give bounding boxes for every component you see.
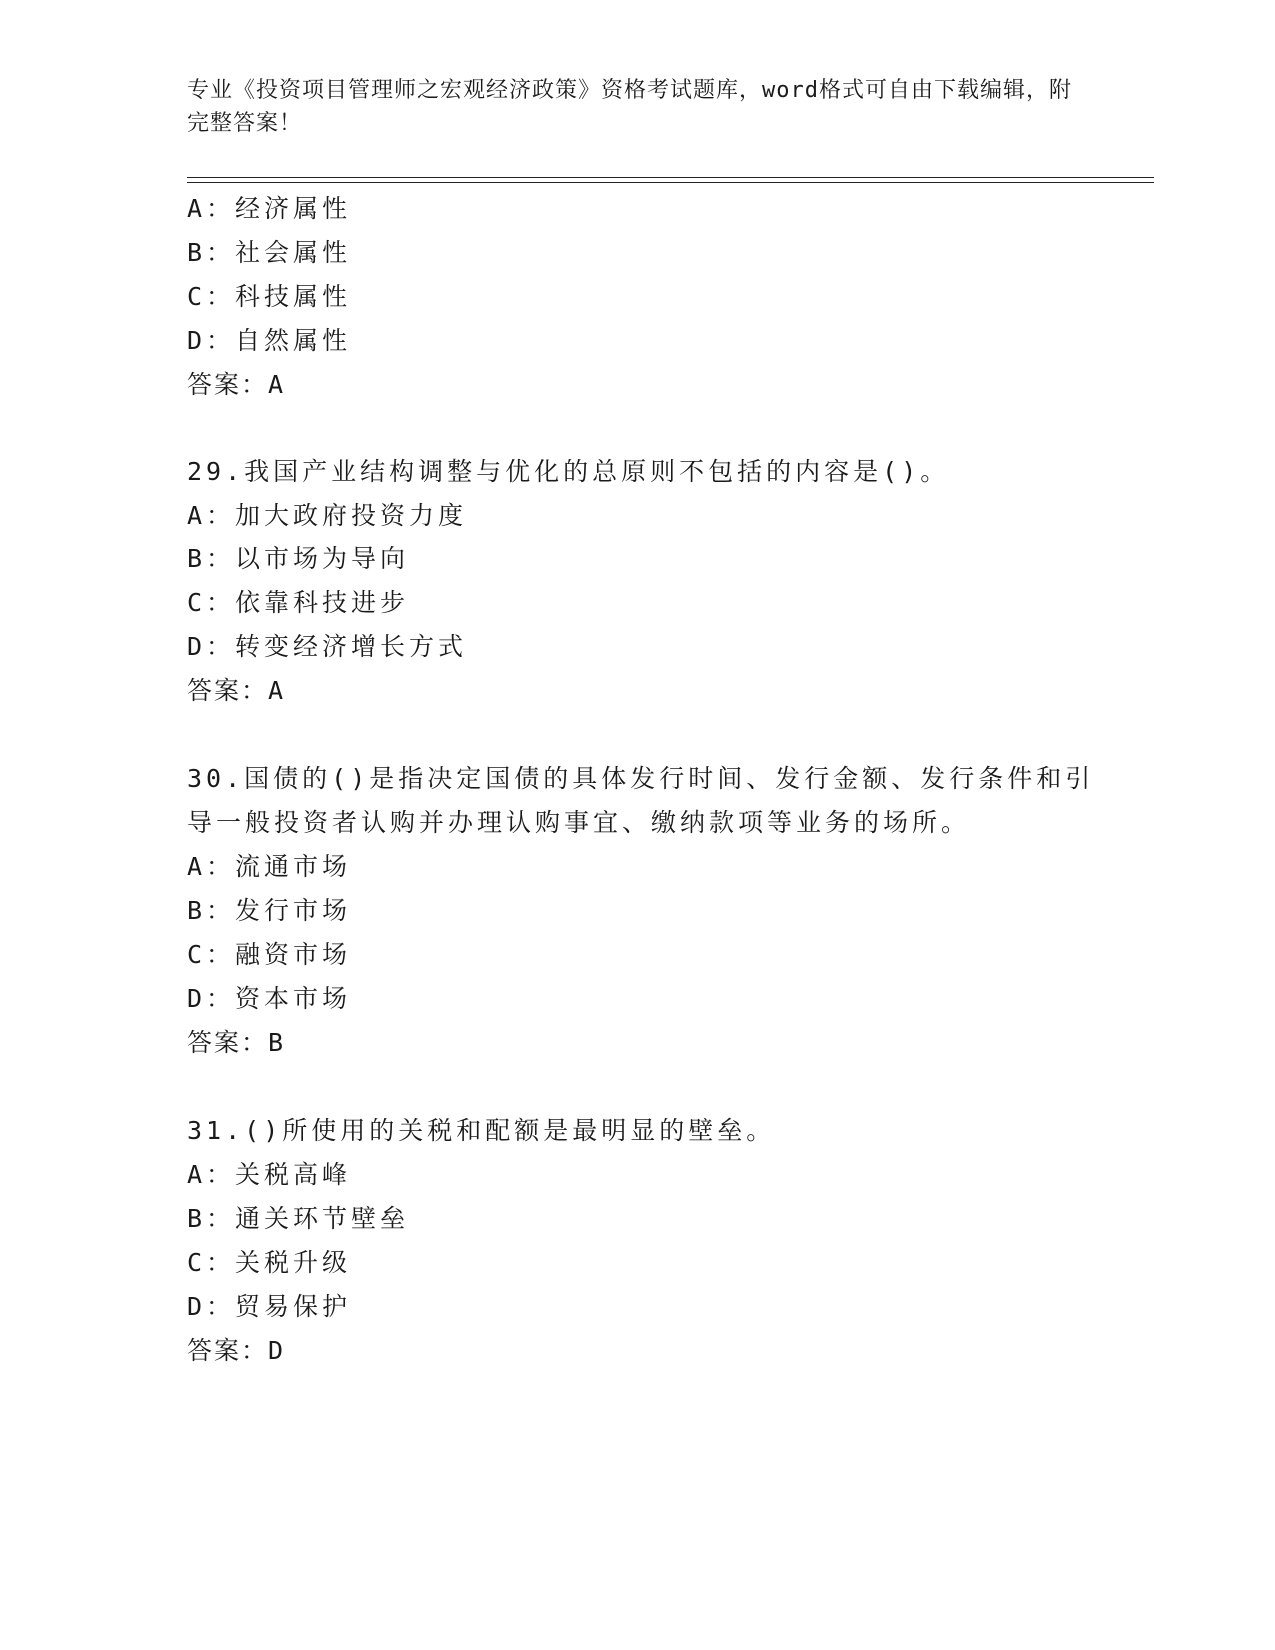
question-stem: 31.()所使用的关税和配额是最明显的壁垒。: [187, 1116, 776, 1145]
option-b: B：以市场为导向: [187, 544, 410, 573]
option-c: C：科技属性: [187, 282, 352, 311]
question-stem-line-2: 导一般投资者认购并办理认购事宜、缴纳款项等业务的场所。: [187, 808, 971, 837]
option-c: C：依靠科技进步: [187, 588, 410, 617]
option-d: D：资本市场: [187, 984, 352, 1013]
question-stem: 29.我国产业结构调整与优化的总原则不包括的内容是()。: [187, 457, 950, 486]
header-divider-top: [187, 177, 1154, 178]
option-a: A：加大政府投资力度: [187, 501, 468, 530]
option-a: A：经济属性: [187, 194, 352, 223]
option-c: C：关税升级: [187, 1248, 352, 1277]
question-stem-line-1: 30.国债的()是指决定国债的具体发行时间、发行金额、发行条件和引: [187, 764, 1095, 793]
document-header: 专业《投资项目管理师之宏观经济政策》资格考试题库，word格式可自由下载编辑，附完整答案！: [187, 78, 1072, 136]
option-a: A：流通市场: [187, 852, 352, 881]
header-divider-bottom: [187, 182, 1154, 183]
option-d: D：贸易保护: [187, 1292, 352, 1321]
answer-line: 答案：D: [187, 1336, 286, 1365]
answer-line: 答案：A: [187, 370, 286, 399]
option-a: A：关税高峰: [187, 1160, 352, 1189]
answer-line: 答案：B: [187, 1028, 286, 1057]
option-d: D：自然属性: [187, 326, 352, 355]
option-c: C：融资市场: [187, 940, 352, 969]
answer-line: 答案：A: [187, 676, 286, 705]
option-b: B：发行市场: [187, 896, 352, 925]
option-b: B：通关环节壁垒: [187, 1204, 410, 1233]
option-b: B：社会属性: [187, 238, 352, 267]
option-d: D：转变经济增长方式: [187, 632, 468, 661]
